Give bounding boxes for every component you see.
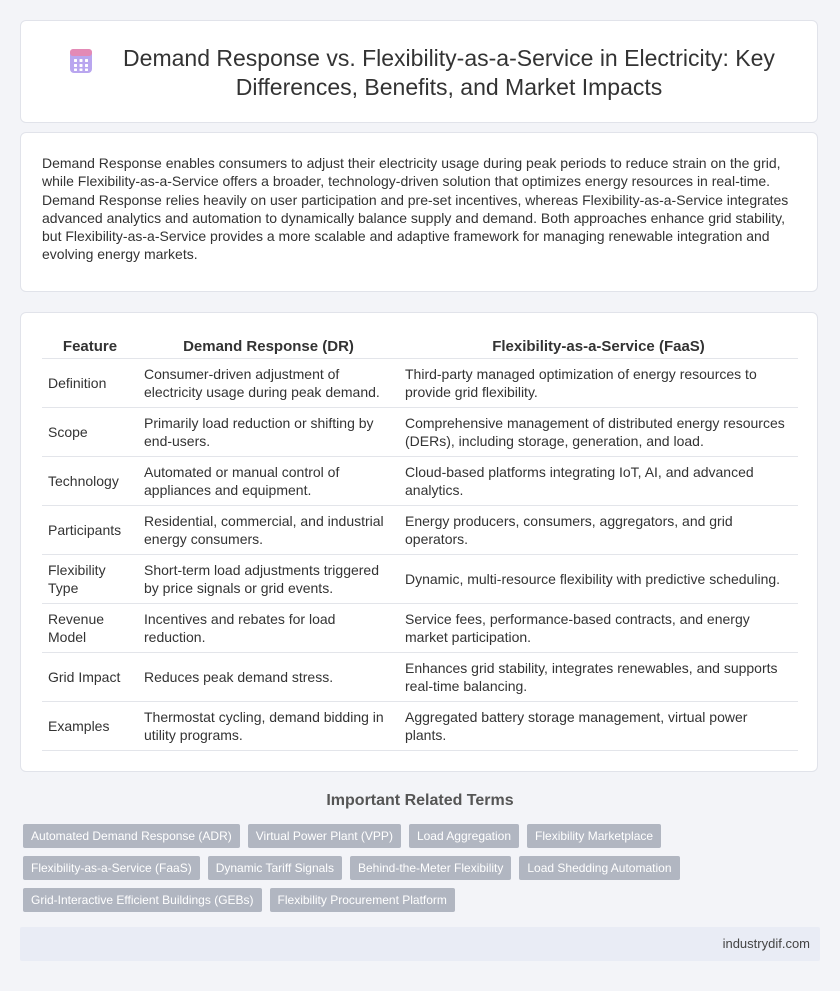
row-faas: Service fees, performance-based contracts, and energy market participation. [399,604,798,653]
table-row [42,555,798,604]
tag-load-aggregation[interactable]: Load Aggregation [409,824,519,848]
row-dr: Consumer-driven adjustment of electricity usage during peak demand. [138,359,399,408]
header-feature: Feature [42,334,138,359]
intro-paragraph: Demand Response enables consumers to adjust their electricity usage during peak periods to reduce strain on the grid, while Flexibility-as-a-Service offers a broader, technology-driven solution that optimizes energy resources in real-time. Demand Response relies heavily on user participation and pre-set incentives, whereas Flexibility-as-a-Service integrates advanced analytics and automation to dynamically balance supply and demand. Both approaches enhance grid stability, but Flexibility-as-a-Service provides a more scalable and adaptive framework for managing renewable integration and evolving energy markets. [42,155,789,263]
related-terms-title: Important Related Terms [326,792,514,809]
footer [20,927,820,961]
table-row [42,359,798,408]
row-feature: Flexibility Type [42,555,138,604]
row-feature: Participants [42,506,138,555]
comparison-table [42,334,798,751]
row-faas: Dynamic, multi-resource flexibility with predictive scheduling. [399,555,798,604]
table-row [42,506,798,555]
table-row [42,604,798,653]
row-faas: Third-party managed optimization of energy resources to provide grid flexibility. [399,359,798,408]
related-terms-tags [23,824,723,920]
tag-grid-interactive-efficient-buildings[interactable]: Grid-Interactive Efficient Buildings (GEBs) [23,888,262,912]
header-faas: Flexibility-as-a-Service (FaaS) [399,334,798,359]
tag-automated-demand-response[interactable]: Automated Demand Response (ADR) [23,824,240,848]
table-row [42,653,798,702]
tag-flexibility-as-a-service[interactable]: Flexibility-as-a-Service (FaaS) [23,856,200,880]
row-faas: Comprehensive management of distributed energy resources (DERs), including storage, generation, and load. [399,408,798,457]
row-feature: Technology [42,457,138,506]
header-demand-response: Demand Response (DR) [138,334,399,359]
row-dr: Incentives and rebates for load reduction. [138,604,399,653]
footer-site[interactable]: industrydif.com [722,936,810,951]
row-feature: Definition [42,359,138,408]
row-feature: Scope [42,408,138,457]
row-faas: Cloud-based platforms integrating IoT, AI, and advanced analytics. [399,457,798,506]
table-header-row [42,334,798,359]
calculator-icon [68,48,94,74]
intro-card [20,132,818,292]
row-faas: Enhances grid stability, integrates renewables, and supports real-time balancing. [399,653,798,702]
row-faas: Energy producers, consumers, aggregators, and grid operators. [399,506,798,555]
tag-virtual-power-plant[interactable]: Virtual Power Plant (VPP) [248,824,401,848]
comparison-card [20,312,818,772]
row-dr: Primarily load reduction or shifting by end-users. [138,408,399,457]
tag-flexibility-marketplace[interactable]: Flexibility Marketplace [527,824,661,848]
row-feature: Grid Impact [42,653,138,702]
tag-load-shedding-automation[interactable]: Load Shedding Automation [519,856,679,880]
title-card [20,20,818,123]
row-feature: Revenue Model [42,604,138,653]
row-dr: Residential, commercial, and industrial energy consumers. [138,506,399,555]
row-dr: Automated or manual control of appliances and equipment. [138,457,399,506]
tag-dynamic-tariff-signals[interactable]: Dynamic Tariff Signals [208,856,342,880]
row-dr: Thermostat cycling, demand bidding in utility programs. [138,702,399,751]
row-feature: Examples [42,702,138,751]
row-dr: Reduces peak demand stress. [138,653,399,702]
table-row [42,408,798,457]
table-row [42,457,798,506]
table-row [42,702,798,751]
tag-flexibility-procurement-platform[interactable]: Flexibility Procurement Platform [270,888,455,912]
page-title: Demand Response vs. Flexibility-as-a-Service in Electricity: Key Differences, Benefits, and Market Impacts [123,45,775,100]
tag-behind-the-meter-flexibility[interactable]: Behind-the-Meter Flexibility [350,856,511,880]
row-faas: Aggregated battery storage management, virtual power plants. [399,702,798,751]
row-dr: Short-term load adjustments triggered by price signals or grid events. [138,555,399,604]
